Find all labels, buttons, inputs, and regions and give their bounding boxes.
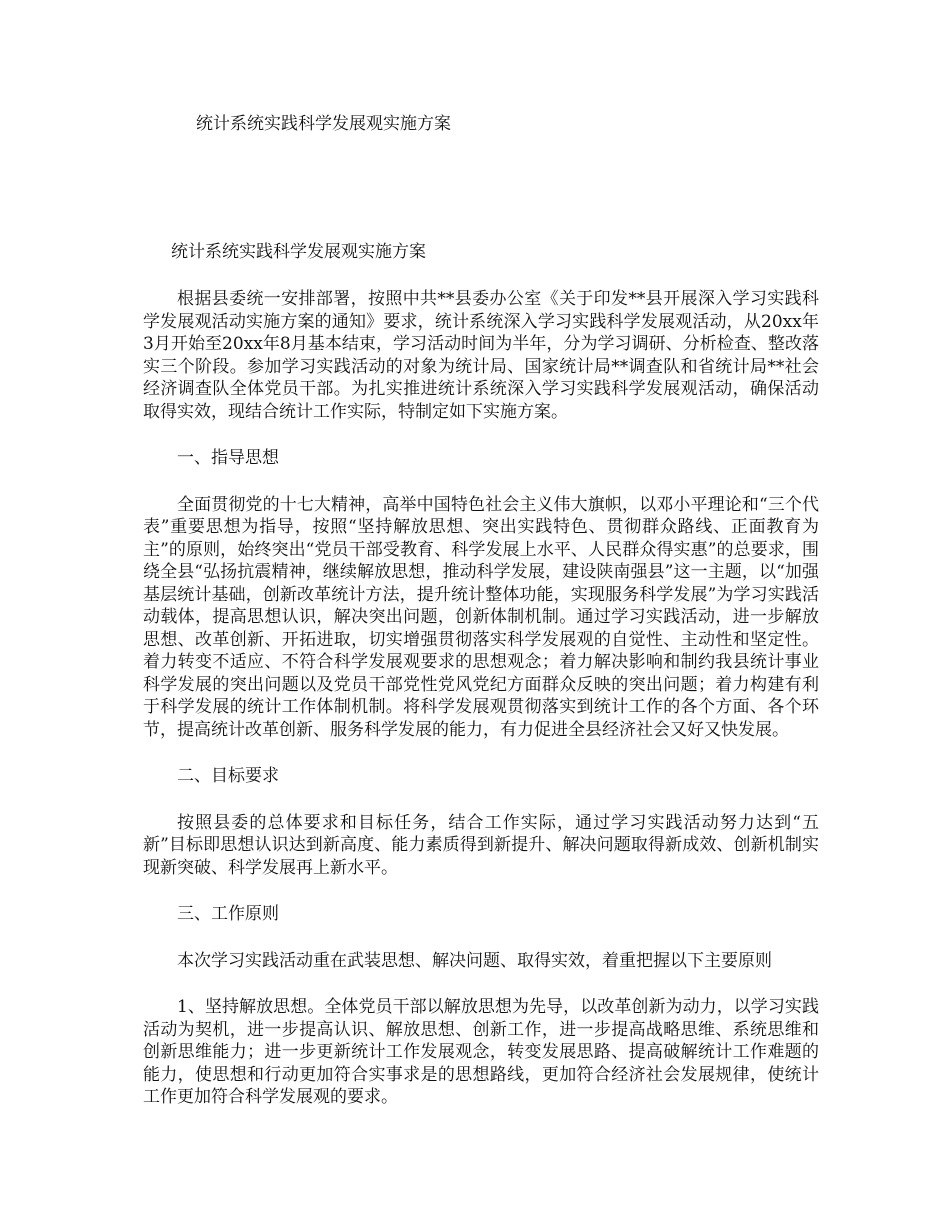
- guiding-ideology-paragraph: 全面贯彻党的十七大精神，高举中国特色社会主义伟大旗帜，以邓小平理论和“三个代表”重要思想为指导，按照“坚持解放思想、突出实践特色、贯彻群众路线、正面教育为主”的原则，始终突出“党员干部受教育、科学发展上水平、人民群众得实惠”的总要求，围绕全县“弘扬抗震精神，继续解放思想，推动科学发展，建设陕南强县”这一主题，以“加强基层统计基础，创新改革统计方法，提升统计整体功能，实现服务科学发展”为学习实践活动载体，提高思想认识，解决突出问题，创新体制机制。通过学习实践活动，进一步解放思想、改革创新、开拓进取，切实增强贯彻落实科学发展观的自觉性、主动性和坚定性。着力转变不适应、不符合科学发展观要求的思想观念；着力解决影响和制约我县统计事业科学发展的突出问题以及党员干部党性党风党纪方面群众反映的突出问题；着力构建有利于科学发展的统计工作体制机制。将科学发展观贯彻落实到统计工作的各个方面、各个环节，提高统计改革创新、服务科学发展的能力，有力促进全县经济社会又好又快发展。: [143, 494, 819, 740]
- section-heading-guiding-ideology: 一、指导思想: [177, 448, 279, 468]
- section-heading-goals: 二、目标要求: [177, 766, 279, 786]
- section-heading-principles: 三、工作原则: [177, 904, 279, 924]
- principles-intro-paragraph: 本次学习实践活动重在武装思想、解决问题、取得实效，着重把握以下主要原则: [177, 950, 772, 971]
- document-body: [143, 240, 819, 1133]
- intro-paragraph: 根据县委统一安排部署，按照中共**县委办公室《关于印发**县开展深入学习实践科学发展观活动实施方案的通知》要求，统计系统深入学习实践科学发展观活动，从20xx年3月开始至20xx年8月基本结束，学习活动时间为半年，分为学习调研、分析检查、整改落实三个阶段。参加学习实践活动的对象为统计局、国家统计局**调查队和省统计局**社会经济调查队全体党员干部。为扎实推进统计系统深入学习实践科学发展观活动，确保活动取得实效，现结合统计工作实际，特制定如下实施方案。: [143, 289, 819, 422]
- document-title: 统计系统实践科学发展观实施方案: [196, 114, 451, 134]
- document-subtitle: 统计系统实践科学发展观实施方案: [171, 242, 426, 262]
- principle-1-paragraph: 1、坚持解放思想。全体党员干部以解放思想为先导，以改革创新为动力，以学习实践活动为契机，进一步提高认识、解放思想、创新工作，进一步提高战略思维、系统思维和创新思维能力；进一步更新统计工作发展观念，转变发展思路、提高破解统计工作难题的能力，使思想和行动更加符合实事求是的思想路线，更加符合经济社会发展规律，使统计工作更加符合科学发展观的要求。: [143, 997, 819, 1107]
- goals-paragraph: 按照县委的总体要求和目标任务，结合工作实际，通过学习实践活动努力达到“五新”目标即思想认识达到新高度、能力素质得到新提升、解决问题取得新成效、创新机制实现新突破、科学发展再上新水平。: [143, 812, 819, 878]
